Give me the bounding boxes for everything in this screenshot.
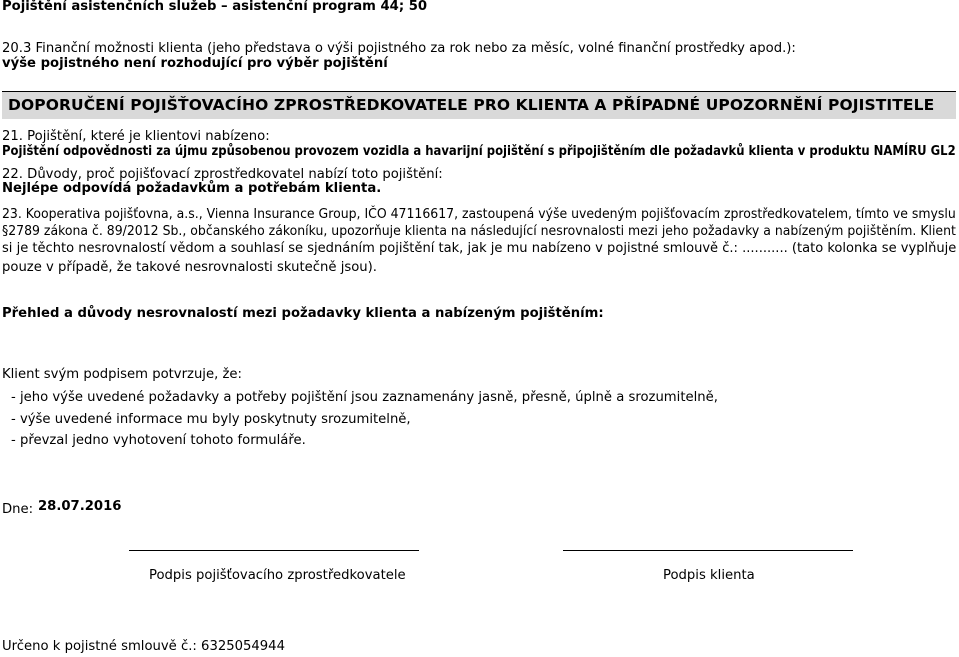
confirmation-item: - převzal jedno vyhotovení tohoto formuláře. bbox=[11, 433, 306, 448]
contract-number: Určeno k pojistné smlouvě č.: 6325054944 bbox=[2, 639, 285, 654]
offered-insurance-value: Pojištění odpovědnosti za újmu způsobenou provozem vozidla a havarijní pojištění s připojištěním dle požadavků klienta v produktu NAMÍRU GL2 bbox=[2, 144, 956, 159]
date-label: Dne: bbox=[2, 502, 34, 517]
date-value: 28.07.2016 bbox=[38, 499, 122, 514]
recommendation-banner bbox=[2, 91, 956, 119]
financial-options-label: 20.3 Finanční možnosti klienta (jeho představa o výši pojistného za rok nebo za měsíc, volné finanční prostředky apod.): bbox=[2, 41, 796, 56]
client-signature-label: Podpis klienta bbox=[663, 568, 755, 583]
client-signature-line bbox=[563, 550, 853, 551]
financial-options-value: výše pojistného není rozhodující pro výběr pojištění bbox=[2, 56, 388, 71]
confirmation-item: - výše uvedené informace mu byly poskytnuty srozumitelně, bbox=[11, 412, 411, 427]
confirmation-intro: Klient svým podpisem potvrzuje, že: bbox=[2, 367, 242, 382]
notice-line-2: §2789 zákona č. 89/2012 Sb., občanského zákoníku, upozorňuje klienta na následující nesrovnalosti mezi jeho požadavky a nabízeným pojištěním. Klient bbox=[2, 224, 956, 239]
recommendation-banner-title: DOPORUČENÍ POJIŠŤOVACÍHO ZPROSTŘEDKOVATELE PRO KLIENTA A PŘÍPADNÉ UPOZORNĚNÍ POJISTITELE bbox=[8, 96, 935, 114]
notice-line-3: si je těchto nesrovnalostí vědom a souhlasí se sjednáním pojištění tak, jak je mu nabízeno v pojistné smlouvě č.: ........... (tato kolonka se vyplňuje bbox=[2, 241, 957, 256]
notice-line-1: 23. Kooperativa pojišťovna, a.s., Vienna Insurance Group, IČO 47116617, zastoupená výše uvedeným pojišťovacím zprostředkovatelem, tímto ve smyslu bbox=[2, 207, 956, 222]
agent-signature-label: Podpis pojišťovacího zprostředkovatele bbox=[149, 568, 406, 583]
offer-reasons-label: 22. Důvody, proč pojišťovací zprostředkovatel nabízí toto pojištění: bbox=[2, 167, 443, 182]
discrepancy-overview-title: Přehled a důvody nesrovnalostí mezi požadavky klienta a nabízeným pojištěním: bbox=[2, 306, 604, 321]
section-header: Pojištění asistenčních služeb – asistenční program 44; 50 bbox=[2, 0, 428, 14]
offer-reasons-value: Nejlépe odpovídá požadavkům a potřebám klienta. bbox=[2, 181, 382, 196]
agent-signature-line bbox=[129, 550, 419, 551]
offered-insurance-label: 21. Pojištění, které je klientovi nabízeno: bbox=[2, 129, 270, 144]
confirmation-item: - jeho výše uvedené požadavky a potřeby pojištění jsou zaznamenány jasně, přesně, úplně a srozumitelně, bbox=[11, 390, 718, 405]
notice-line-4: pouze v případě, že takové nesrovnalosti skutečně jsou). bbox=[2, 260, 377, 275]
